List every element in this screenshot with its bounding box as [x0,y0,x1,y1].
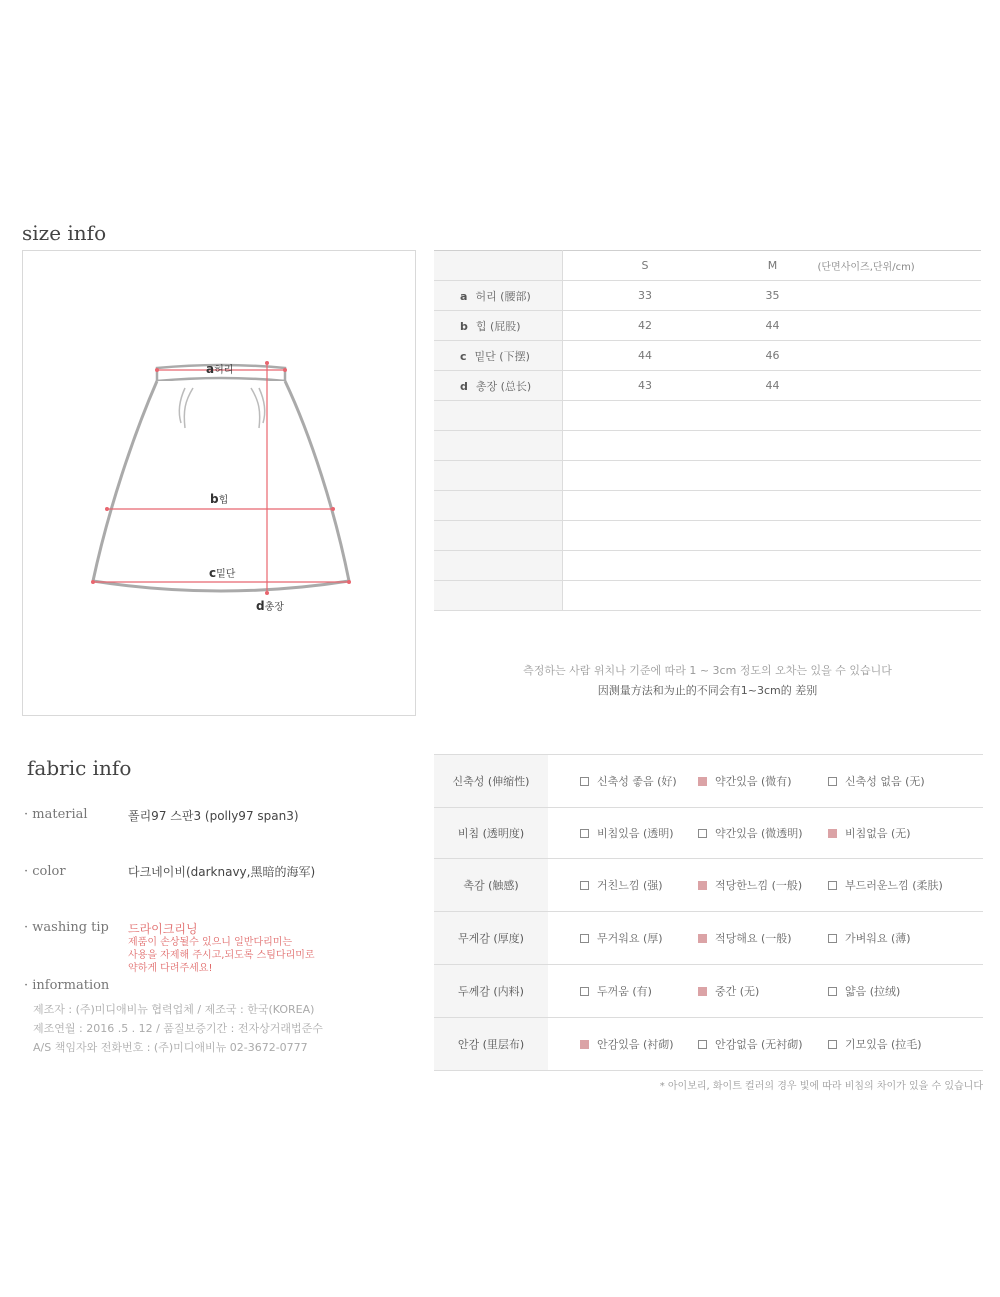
fabric-option [580,773,677,789]
fabric-row-label: 촉감 (触感) [434,859,548,912]
fabric-option [828,930,911,946]
row-label: a 허리 (腰部) [434,281,562,311]
color-transparency-note: * 아이보리, 화이트 컬러의 경우 빛에 따라 비침의 차이가 있을 수 있습니다 [659,1081,983,1092]
fabric-option-label: 적당한느낌 (一般) [715,879,803,892]
unchecked-box-icon [698,829,707,838]
fabric-option [828,983,900,999]
info-date: 제조연월 : 2016 .5 . 12 / 품질보증기간 : 전자상거래법준수 [33,1022,323,1035]
fabric-option-label: 안감있음 (衬砌) [597,1038,674,1051]
measurement-note-kr: 측정하는 사람 위치나 기준에 따라 1 ~ 3cm 정도의 오차는 있을 수 있습니다 [523,664,892,677]
unchecked-box-icon [580,934,589,943]
fabric-option [698,930,792,946]
information-label: · information [24,978,110,993]
measurement-note-cn: 因测量方法和为止的不同会有1~3cm的 差别 [597,684,818,697]
fabric-row-label: 두께감 (内料) [434,965,548,1018]
unchecked-box-icon [580,829,589,838]
size-header-m: M [728,251,818,281]
fabric-row [434,1018,983,1071]
fabric-option-label: 중간 (无) [715,985,760,998]
size-info-title: size info [22,221,107,245]
fabric-row [434,965,983,1018]
washing-tip-value: 드라이크리닝 [128,922,198,936]
fabric-option [580,1036,674,1052]
unchecked-box-icon [828,987,837,996]
fabric-option-label: 약간있음 (微透明) [715,827,803,840]
fabric-option [828,1036,922,1052]
empty-row [434,491,981,521]
fabric-row [434,859,983,912]
unchecked-box-icon [580,777,589,786]
checked-box-icon [698,934,707,943]
cell-s: 44 [562,341,728,371]
size-header-s: S [562,251,728,281]
empty-row [434,401,981,431]
fabric-option-label: 신축성 없음 (无) [845,775,925,788]
fabric-option [580,825,674,841]
fabric-option-label: 비침없음 (无) [845,827,911,840]
size-table [434,250,981,611]
fabric-row-label: 무게감 (厚度) [434,912,548,965]
fabric-option [698,983,759,999]
size-table-header [434,251,981,281]
washing-tip-desc: 제품이 손상될수 있으니 일반다리미는 사용을 자제해 주시고,되도록 스팀다리미로 약하게 다려주세요! [128,937,315,974]
cell-m: 44 [728,371,818,401]
fabric-option-label: 안감없음 (无衬砌) [715,1038,803,1051]
empty-row [434,551,981,581]
fabric-option-label: 무거워요 (厚) [597,932,663,945]
fabric-option-label: 부드러운느낌 (柔肤) [845,879,943,892]
info-as-contact: A/S 책임자와 전화번호 : (주)미디애비뉴 02-3672-0777 [33,1041,308,1054]
empty-row [434,581,981,611]
size-table-corner [434,251,562,281]
skirt-illustration [23,251,415,715]
fabric-options [548,808,983,859]
fabric-option [828,773,925,789]
fabric-option [580,930,663,946]
fabric-options [548,755,983,808]
fabric-options [548,859,983,912]
fabric-row-label: 안감 (里层布) [434,1018,548,1071]
size-unit-note: (단면사이즈,단위/cm) [818,251,982,281]
unchecked-box-icon [828,881,837,890]
unchecked-box-icon [828,777,837,786]
measure-label-a: a허리 [206,362,234,376]
empty-row [434,431,981,461]
checked-box-icon [698,881,707,890]
fabric-option [698,773,792,789]
table-row [434,371,981,401]
fabric-option-label: 얇음 (拉绒) [845,985,901,998]
skirt-diagram [22,250,416,716]
fabric-option-label: 신축성 좋음 (好) [597,775,677,788]
fabric-option-label: 거친느낌 (强) [597,879,663,892]
checked-box-icon [828,829,837,838]
fabric-options [548,1018,983,1071]
cell-m: 35 [728,281,818,311]
checked-box-icon [698,777,707,786]
fabric-option [698,1036,803,1052]
cell-s: 42 [562,311,728,341]
table-row [434,341,981,371]
cell-s: 43 [562,371,728,401]
material-label: · material [24,807,88,822]
unchecked-box-icon [698,1040,707,1049]
row-label: d 총장 (总长) [434,371,562,401]
cell-m: 44 [728,311,818,341]
cell-s: 33 [562,281,728,311]
fabric-option [580,983,652,999]
checked-box-icon [698,987,707,996]
unchecked-box-icon [828,934,837,943]
material-value: 폴리97 스판3 (polly97 span3) [128,809,299,823]
washing-tip-label: · washing tip [24,920,109,935]
fabric-option [828,877,943,893]
unchecked-box-icon [580,987,589,996]
fabric-option [580,877,663,893]
fabric-info-title: fabric info [27,756,132,780]
fabric-options [548,965,983,1018]
checked-box-icon [580,1040,589,1049]
fabric-option [828,825,911,841]
cell-m: 46 [728,341,818,371]
fabric-row-label: 비침 (透明度) [434,808,548,859]
info-manufacturer: 제조자 : (주)미디애비뉴 협력업체 / 제조국 : 한국(KOREA) [33,1003,315,1016]
fabric-option-label: 기모있음 (拉毛) [845,1038,922,1051]
fabric-option-label: 비침있음 (透明) [597,827,674,840]
table-row [434,281,981,311]
fabric-row [434,912,983,965]
fabric-row [434,755,983,808]
fabric-option-label: 두꺼움 (有) [597,985,652,998]
fabric-option [698,825,803,841]
measure-label-b: b힙 [210,492,229,506]
fabric-option-label: 가벼워요 (薄) [845,932,911,945]
color-label: · color [24,864,66,879]
table-row [434,311,981,341]
fabric-option [698,877,802,893]
measure-label-c: c밑단 [209,566,236,580]
fabric-option-label: 약간있음 (微有) [715,775,792,788]
fabric-option-label: 적당해요 (一般) [715,932,792,945]
fabric-row [434,808,983,859]
empty-row [434,521,981,551]
unchecked-box-icon [580,881,589,890]
row-label: c 밑단 (下摆) [434,341,562,371]
fabric-property-table [434,754,983,1071]
fabric-row-label: 신축성 (伸缩性) [434,755,548,808]
row-label: b 힙 (屁股) [434,311,562,341]
unchecked-box-icon [828,1040,837,1049]
fabric-options [548,912,983,965]
empty-row [434,461,981,491]
measure-label-d: d총장 [256,599,284,613]
color-value: 다크네이비(darknavy,黑暗的海军) [128,865,316,879]
